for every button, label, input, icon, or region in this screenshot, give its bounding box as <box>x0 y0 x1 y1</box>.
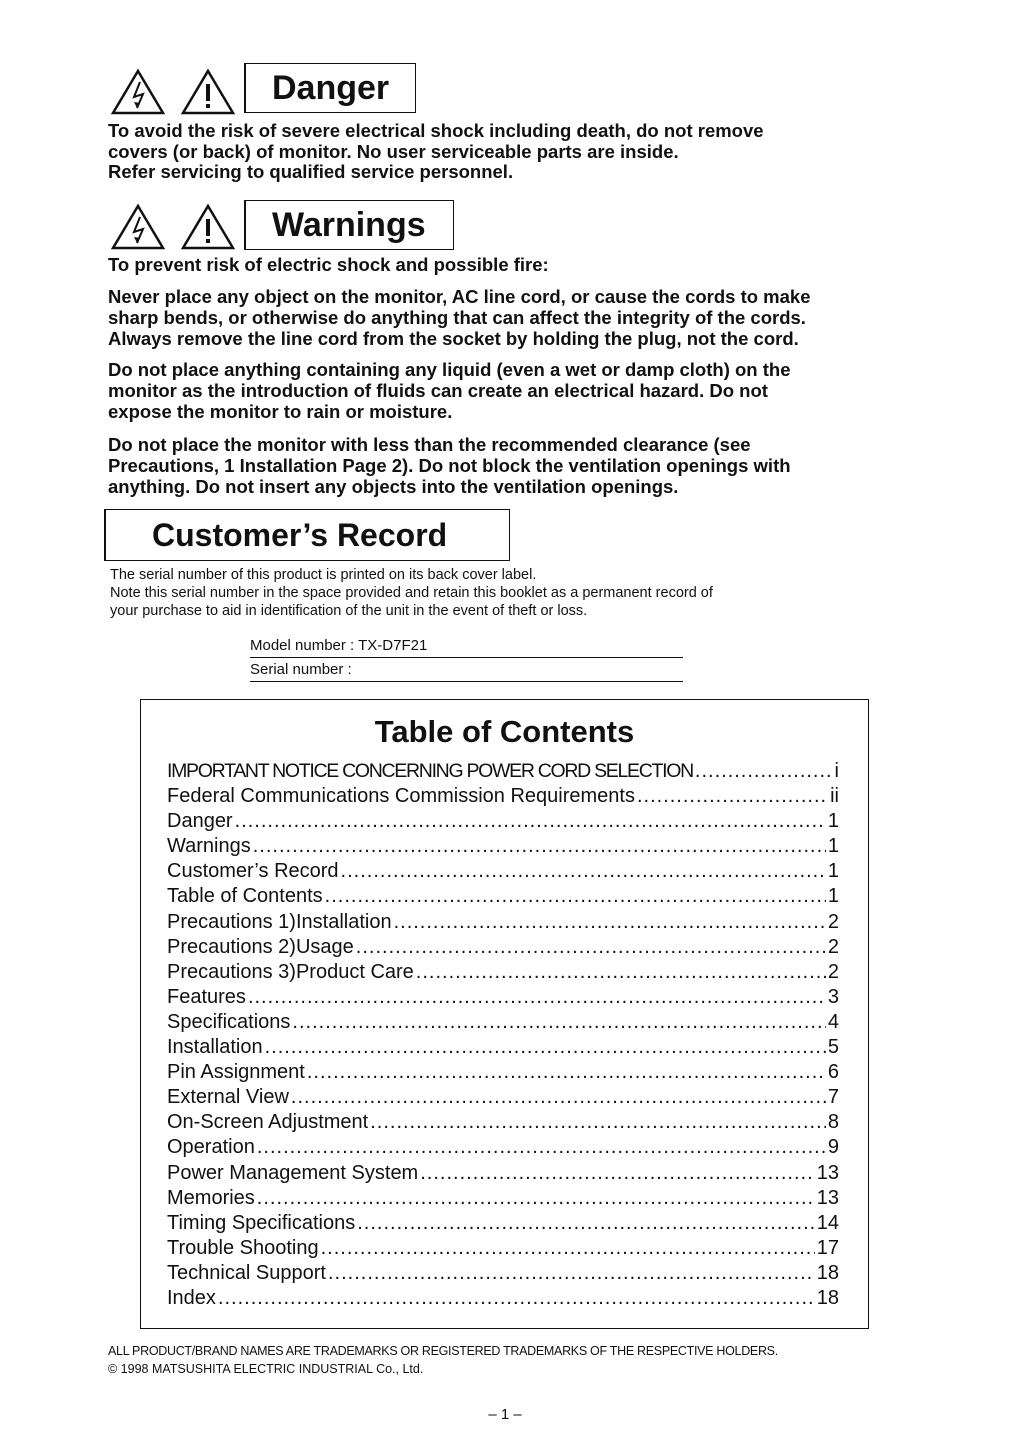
toc-entry-page: 6 <box>827 1061 839 1084</box>
toc-entry <box>167 759 839 784</box>
warnings-icons <box>110 203 236 251</box>
toc-entry-label: Timing Specifications <box>167 1211 356 1234</box>
table-of-contents <box>140 699 869 1329</box>
toc-entry-label: Precautions 1)Installation <box>167 910 392 933</box>
toc-entry <box>167 1035 839 1060</box>
toc-entry <box>167 784 839 809</box>
toc-entry-page: 13 <box>816 1186 839 1209</box>
toc-entry-page: 18 <box>816 1286 839 1309</box>
toc-entry-label: Pin Assignment <box>167 1061 305 1084</box>
toc-entry-page: i <box>834 760 839 782</box>
danger-icons <box>110 68 236 116</box>
toc-entry <box>167 1161 839 1186</box>
leader-dots <box>370 1110 826 1135</box>
toc-entry-page: 9 <box>827 1136 839 1159</box>
caution-exclamation-icon <box>180 68 236 116</box>
warnings-title: Warnings <box>244 200 454 250</box>
toc-entry-label: Technical Support <box>167 1261 326 1284</box>
toc-entry-page: 17 <box>816 1236 839 1259</box>
text-line: Do not place the monitor with less than the recommended clearance (see <box>108 434 751 455</box>
toc-entry-label: Operation <box>167 1136 255 1159</box>
danger-text <box>108 121 908 183</box>
toc-entry-label: On-Screen Adjustment <box>167 1111 369 1134</box>
electric-shock-warning-icon <box>110 68 166 116</box>
caution-exclamation-icon <box>180 203 236 251</box>
toc-entry-page: 14 <box>816 1211 839 1234</box>
danger-title: Danger <box>244 63 416 113</box>
toc-entry <box>167 1010 839 1035</box>
toc-entry-page: 1 <box>827 885 839 908</box>
text-line: expose the monitor to rain or moisture. <box>108 401 453 422</box>
text-line: monitor as the introduction of fluids can create an electrical hazard. Do not <box>108 380 768 401</box>
text-line: your purchase to aid in identification of the unit in the event of theft or loss. <box>110 603 588 619</box>
leader-dots <box>253 834 826 859</box>
toc-entry <box>167 960 839 985</box>
leader-dots <box>321 1236 815 1261</box>
toc-entry-page: 13 <box>816 1161 839 1184</box>
warnings-paragraph <box>108 434 908 497</box>
electric-shock-warning-icon <box>110 203 166 251</box>
text-line: sharp bends, or otherwise do anything that can affect the integrity of the cords. <box>108 307 806 328</box>
toc-entry-label: Installation <box>167 1036 263 1059</box>
warnings-paragraph <box>108 286 908 349</box>
leader-dots <box>291 1085 826 1110</box>
leader-dots <box>637 784 828 809</box>
leader-dots <box>218 1286 815 1311</box>
toc-entry-label: Index <box>167 1286 216 1309</box>
toc-entry <box>167 910 839 935</box>
leader-dots <box>248 985 826 1010</box>
toc-entry-page: 18 <box>816 1261 839 1284</box>
warnings-intro: To prevent risk of electric shock and possible fire: <box>108 254 549 275</box>
toc-entry-page: 7 <box>827 1086 839 1109</box>
toc-entry <box>167 1211 839 1236</box>
customer-record-text <box>110 566 870 620</box>
toc-entry-label: Memories <box>167 1186 255 1209</box>
toc-entry-label: Trouble Shooting <box>167 1236 319 1259</box>
toc-entry <box>167 1135 839 1160</box>
toc-entry-page: 1 <box>827 835 839 858</box>
leader-dots <box>235 809 826 834</box>
leader-dots <box>257 1135 826 1160</box>
toc-entry-page: 3 <box>827 985 839 1008</box>
toc-entry-label: Federal Communications Commission Requirements <box>167 785 635 808</box>
toc-entry-page: 2 <box>827 910 839 933</box>
toc-entry-label: External View <box>167 1086 289 1109</box>
toc-entry <box>167 834 839 859</box>
toc-entry-page: 2 <box>827 960 839 983</box>
toc-entry-label: Features <box>167 985 246 1008</box>
page-number: – 1 – <box>488 1406 522 1423</box>
toc-entry-page: 2 <box>827 935 839 958</box>
toc-entry <box>167 1085 839 1110</box>
leader-dots <box>341 859 826 884</box>
text-line: Never place any object on the monitor, AC line cord, or cause the cords to make <box>108 286 811 307</box>
toc-entry <box>167 1286 839 1311</box>
toc-entry-page: 1 <box>827 860 839 883</box>
text-line: Note this serial number in the space provided and retain this booklet as a permanent record of <box>110 585 713 601</box>
toc-entry-label: Warnings <box>167 835 251 858</box>
toc-entry <box>167 884 839 909</box>
toc-entry-label: IMPORTANT NOTICE CONCERNING POWER CORD SELECTION <box>167 760 693 782</box>
leader-dots <box>394 910 826 935</box>
toc-entry-page: 4 <box>827 1010 839 1033</box>
text-line: covers (or back) of monitor. No user serviceable parts are inside. <box>108 140 679 162</box>
text-line: Precautions, 1 Installation Page 2). Do not block the ventilation openings with <box>108 455 791 476</box>
toc-entry-label: Customer’s Record <box>167 860 339 883</box>
toc-entry-page: 8 <box>827 1111 839 1134</box>
toc-list <box>167 759 839 1311</box>
toc-entry <box>167 859 839 884</box>
toc-entry-label: Power Management System <box>167 1161 419 1184</box>
toc-entry <box>167 809 839 834</box>
toc-entry-page: 5 <box>827 1036 839 1059</box>
toc-entry <box>167 1060 839 1085</box>
leader-dots <box>695 759 833 784</box>
text-line: To avoid the risk of severe electrical shock including death, do not remove <box>108 120 764 141</box>
text-line: Always remove the line cord from the socket by holding the plug, not the cord. <box>108 328 799 349</box>
text-line: anything. Do not insert any objects into the ventilation openings. <box>108 476 679 497</box>
toc-entry <box>167 1110 839 1135</box>
toc-entry <box>167 985 839 1010</box>
toc-entry-page: ii <box>830 785 839 808</box>
serial-number-field: Serial number : <box>250 659 683 682</box>
model-number-field: Model number : TX-D7F21 <box>250 635 683 658</box>
leader-dots <box>292 1010 825 1035</box>
text-line: Refer servicing to qualified service personnel. <box>108 161 514 182</box>
leader-dots <box>357 1211 815 1236</box>
leader-dots <box>265 1035 826 1060</box>
toc-entry-label: Table of Contents <box>167 885 323 908</box>
text-line: Do not place anything containing any liquid (even a wet or damp cloth) on the <box>108 359 791 380</box>
toc-entry-label: Specifications <box>167 1010 291 1033</box>
customer-record-title: Customer’s Record <box>104 509 510 561</box>
leader-dots <box>257 1186 815 1211</box>
toc-entry-page: 1 <box>827 810 839 833</box>
warnings-paragraph <box>108 359 908 422</box>
toc-entry <box>167 1236 839 1261</box>
trademark-notice: ALL PRODUCT/BRAND NAMES ARE TRADEMARKS OR REGISTERED TRADEMARKS OF THE RESPECTIVE HOLDERS. <box>108 1344 778 1358</box>
text-line: The serial number of this product is printed on its back cover label. <box>110 567 537 583</box>
toc-title: Table of Contents <box>374 714 635 749</box>
toc-entry <box>167 935 839 960</box>
toc-entry <box>167 1186 839 1211</box>
copyright-notice: © 1998 MATSUSHITA ELECTRIC INDUSTRIAL Co., Ltd. <box>108 1362 424 1376</box>
toc-entry-label: Danger <box>167 810 233 833</box>
toc-entry-label: Precautions 3)Product Care <box>167 960 414 983</box>
leader-dots <box>420 1161 815 1186</box>
toc-entry-label: Precautions 2)Usage <box>167 935 354 958</box>
leader-dots <box>328 1261 815 1286</box>
toc-entry <box>167 1261 839 1286</box>
leader-dots <box>356 935 826 960</box>
leader-dots <box>416 960 826 985</box>
leader-dots <box>307 1060 826 1085</box>
leader-dots <box>325 884 826 909</box>
